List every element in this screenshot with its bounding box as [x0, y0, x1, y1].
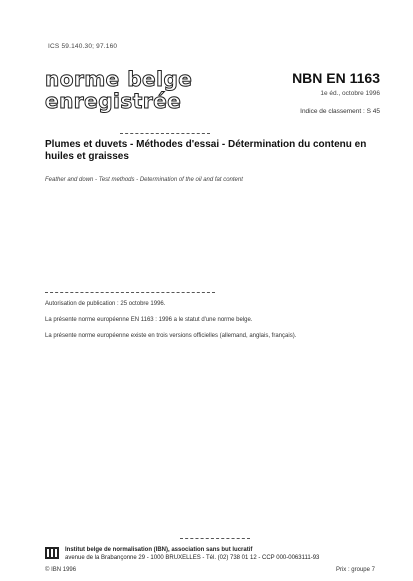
standard-number: NBN EN 1163 [292, 70, 380, 86]
norme-line-1: norme belge [45, 67, 193, 91]
ibn-name: Institut belge de normalisation (IBN), association sans but lucratif [65, 547, 253, 553]
norme-line-2: enregistrée [45, 89, 182, 113]
status-paragraph: La présente norme européenne EN 1163 : 1996 a le statut d'une norme belge. [45, 317, 253, 323]
price-group: Prix : groupe 7 [335, 567, 375, 573]
copyright: © IBN 1996 [45, 567, 77, 573]
ics-code: ICS 59.140.30; 97.160 [48, 43, 118, 50]
footer-divider [180, 538, 250, 539]
ibn-logo-icon [45, 547, 59, 559]
versions-paragraph: La présente norme européenne existe en trois versions officielles (allemand, anglais, français). [45, 333, 297, 339]
norme-belge-logo [45, 68, 192, 112]
body-divider [45, 292, 215, 293]
header-divider [120, 133, 210, 134]
classification-index: Indice de classement : S 45 [300, 108, 380, 115]
publication-authorisation: Autorisation de publication : 25 octobre 1996. [45, 301, 166, 307]
document-title-english: Feather and down - Test methods - Determination of the oil and fat content [45, 177, 243, 183]
document-title: Plumes et duvets - Méthodes d'essai - Détermination du contenu en huiles et graisses [45, 139, 367, 162]
edition-date: 1e éd., octobre 1996 [320, 90, 380, 97]
ibn-address: avenue de la Brabançonne 29 - 1000 BRUXELLES - Tél. (02) 738 01 12 - CCP 000-0063111-93 [65, 555, 320, 561]
